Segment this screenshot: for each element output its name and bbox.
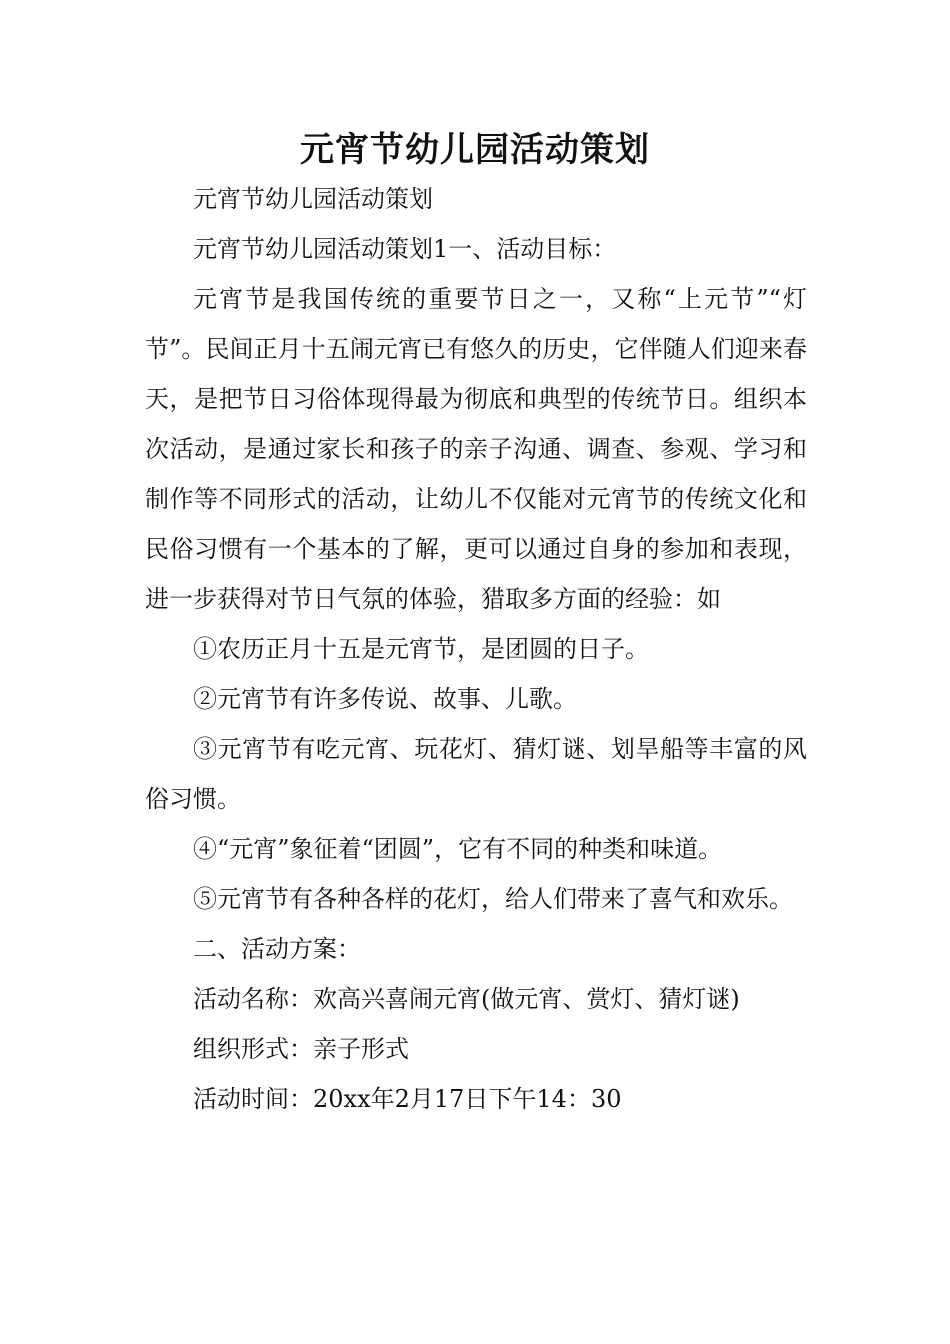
paragraph-point-2: ②元宵节有许多传说、故事、儿歌。	[193, 685, 577, 713]
paragraph-point-3: ③元宵节有吃元宵、玩花灯、猜灯谜、划旱船等丰富的风俗习惯。	[145, 735, 807, 813]
paragraph-section-two-heading: 二、活动方案：	[193, 935, 361, 963]
paragraph-section-one-heading: 元宵节幼儿园活动策划1一、活动目标：	[193, 235, 617, 263]
paragraph-point-4: ④“元宵”象征着“团圆”，它有不同的种类和味道。	[193, 835, 723, 863]
paragraph-organization-form: 组织形式：亲子形式	[193, 1035, 409, 1063]
paragraph-point-5: ⑤元宵节有各种各样的花灯，给人们带来了喜气和欢乐。	[193, 885, 793, 913]
document-title: 元宵节幼儿园活动策划	[300, 130, 650, 170]
paragraph-point-1: ①农历正月十五是元宵节，是团圆的日子。	[193, 635, 649, 663]
paragraph-intro: 元宵节是我国传统的重要节日之一，又称“上元节”“灯节”。民间正月十五闹元宵已有悠久的历史，它伴随人们迎来春天，是把节日习俗体现得最为彻底和典型的传统节日。组织本次活动，是通过家长和孩子的亲子沟通、调查、参观、学习和制作等不同形式的活动，让幼儿不仅能对元宵节的传统文化和民俗习惯有一个基本的了解，更可以通过自身的参加和表现，进一步获得对节日气氛的体验，猎取多方面的经验：如	[145, 285, 807, 613]
paragraph-activity-time: 活动时间：20xx年2月17日下午14：30	[193, 1085, 622, 1113]
paragraph-heading-repeat: 元宵节幼儿园活动策划	[193, 185, 433, 213]
paragraph-activity-name: 活动名称：欢高兴喜闹元宵(做元宵、赏灯、猜灯谜)	[193, 985, 740, 1013]
document-body	[145, 174, 807, 1124]
